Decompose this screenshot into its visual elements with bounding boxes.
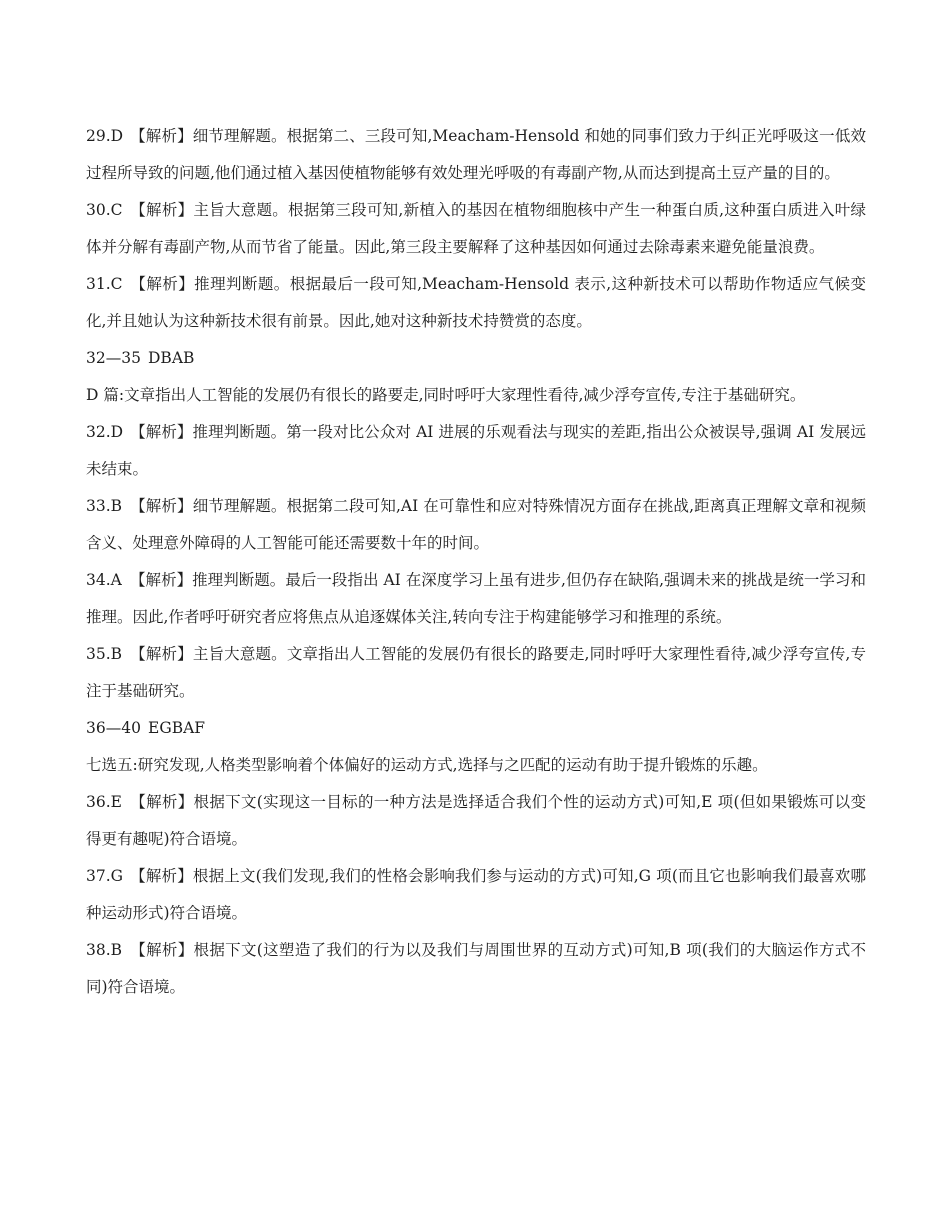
explanation-text: 根据下文(这塑造了我们的行为以及我们与周围世界的互动方式)可知,B 项(我们的大脑运作方式不同)符合语境。 [86, 941, 866, 996]
explanation-text: 推理判断题。最后一段指出 AI 在深度学习上虽有进步,但仍存在缺陷,强调未来的挑战是统一学习和推理。因此,作者呼吁研究者应将焦点从追逐媒体关注,转向专注于构建能够学习和推理的系统。 [86, 571, 866, 626]
explanation-text: 主旨大意题。根据第三段可知,新植入的基因在植物细胞核中产生一种蛋白质,这种蛋白质进入叶绿体并分解有毒副产物,从而节省了能量。因此,第三段主要解释了这种基因如何通过去除毒素来避免能量浪费。 [86, 201, 866, 256]
answer-key-36-40 [86, 710, 866, 747]
answer-keys: DBAB [148, 349, 195, 367]
analysis-tag: 【解析】 [130, 127, 193, 145]
answer-range: 32—35 [86, 349, 141, 367]
question-number: 33.B [86, 497, 123, 515]
explanation-text: 细节理解题。根据第二段可知,AI 在可靠性和应对特殊情况方面存在挑战,距离真正理解文章和视频含义、处理意外障碍的人工智能可能还需要数十年的时间。 [86, 497, 866, 552]
analysis-tag: 【解析】 [130, 201, 194, 219]
question-number: 37.G [86, 867, 124, 885]
analysis-tag: 【解析】 [130, 867, 193, 885]
answer-keys: EGBAF [148, 719, 206, 737]
explanation-37 [86, 858, 866, 932]
seven-five-summary: 七选五:研究发现,人格类型影响着个体偏好的运动方式,选择与之匹配的运动有助于提升锻炼的乐趣。 [86, 756, 768, 774]
analysis-tag: 【解析】 [130, 793, 194, 811]
explanation-30 [86, 192, 866, 266]
analysis-tag: 【解析】 [130, 645, 193, 663]
question-number: 30.C [86, 201, 123, 219]
question-number: 32.D [86, 423, 124, 441]
question-number: 35.B [86, 645, 123, 663]
answer-explanations [86, 118, 866, 1006]
explanation-33 [86, 488, 866, 562]
explanation-text: 细节理解题。根据第二、三段可知,Meacham-Hensold 和她的同事们致力于纠正光呼吸这一低效过程所导致的问题,他们通过植入基因使植物能够有效处理光呼吸的有毒副产物,从而达到提高土豆产量的目的。 [86, 127, 866, 182]
analysis-tag: 【解析】 [130, 497, 193, 515]
explanation-38 [86, 932, 866, 1006]
analysis-tag: 【解析】 [130, 571, 193, 589]
analysis-tag: 【解析】 [130, 941, 194, 959]
explanation-32 [86, 414, 866, 488]
explanation-text: 根据下文(实现这一目标的一种方法是选择适合我们个性的运动方式)可知,E 项(但如果锻炼可以变得更有趣呢)符合语境。 [86, 793, 866, 848]
question-number: 29.D [86, 127, 124, 145]
explanation-31 [86, 266, 866, 340]
explanation-text: 推理判断题。根据最后一段可知,Meacham-Hensold 表示,这种新技术可以帮助作物适应气候变化,并且她认为这种新技术很有前景。因此,她对这种新技术持赞赏的态度。 [86, 275, 866, 330]
explanation-35 [86, 636, 866, 710]
analysis-tag: 【解析】 [130, 275, 195, 293]
explanation-34 [86, 562, 866, 636]
answer-range: 36—40 [86, 719, 141, 737]
explanation-36 [86, 784, 866, 858]
question-number: 34.A [86, 571, 122, 589]
passage-d-summary: D 篇:文章指出人工智能的发展仍有很长的路要走,同时呼吁大家理性看待,减少浮夸宣传,专注于基础研究。 [86, 386, 806, 404]
analysis-tag: 【解析】 [130, 423, 193, 441]
explanation-text: 根据上文(我们发现,我们的性格会影响我们参与运动的方式)可知,G 项(而且它也影响我们最喜欢哪种运动形式)符合语境。 [86, 867, 866, 922]
question-number: 36.E [86, 793, 122, 811]
question-number: 31.C [86, 275, 123, 293]
answer-key-32-35 [86, 340, 866, 377]
explanation-text: 推理判断题。第一段对比公众对 AI 进展的乐观看法与现实的差距,指出公众被误导,强调 AI 发展远未结束。 [86, 423, 866, 478]
explanation-text: 主旨大意题。文章指出人工智能的发展仍有很长的路要走,同时呼吁大家理性看待,减少浮夸宣传,专注于基础研究。 [86, 645, 866, 700]
explanation-29 [86, 118, 866, 192]
question-number: 38.B [86, 941, 123, 959]
